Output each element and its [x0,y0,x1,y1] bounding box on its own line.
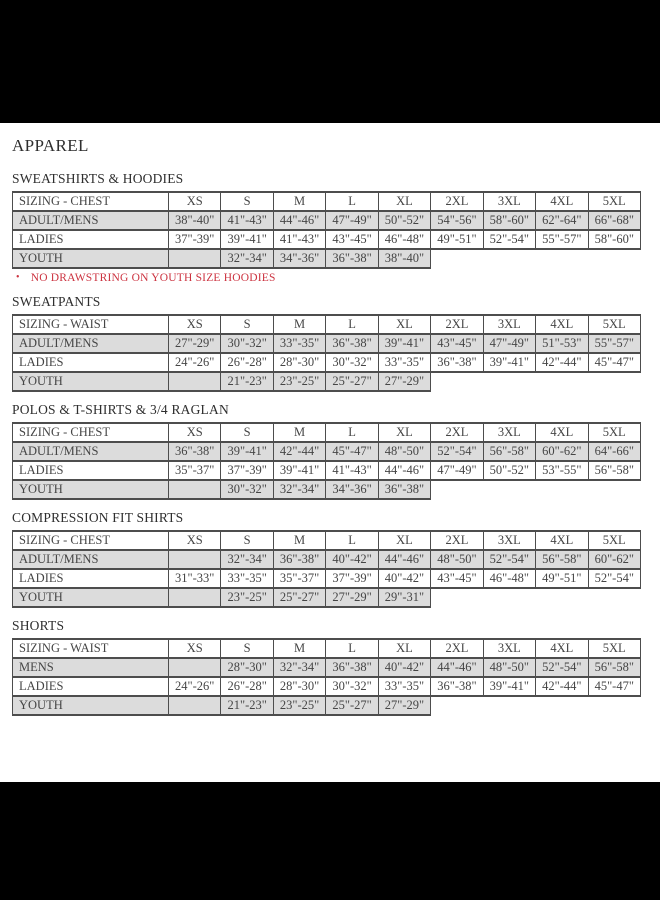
sizing-header-cell: SIZING - CHEST [13,531,169,550]
size-value-cell: 38"-40" [169,211,221,230]
size-value-cell: 43"-45" [431,334,483,353]
size-value-cell: 52"-54" [536,658,588,677]
size-value-cell: 27"-29" [378,696,430,715]
size-value-cell: 55"-57" [536,230,588,249]
size-value-cell: 37"-39" [221,461,273,480]
size-value-cell: 36"-38" [431,677,483,696]
size-value-cell: 49"-51" [536,569,588,588]
size-value-cell: 54"-56" [431,211,483,230]
size-value-cell: 47"-49" [483,334,535,353]
size-value-cell: 26"-28" [221,353,273,372]
size-value-cell: 30"-32" [221,480,273,499]
size-value-cell: 33"-35" [378,353,430,372]
size-value-cell: 33"-35" [378,677,430,696]
size-value-cell: 50"-52" [378,211,430,230]
row-label-cell: YOUTH [13,480,169,499]
size-value-cell: 28"-30" [273,677,325,696]
size-header-cell: 4XL [536,531,588,550]
size-value-cell: 33"-35" [221,569,273,588]
size-header-cell: S [221,639,273,658]
size-value-cell: 58"-60" [483,211,535,230]
row-label-cell: LADIES [13,353,169,372]
size-header-cell: XS [169,531,221,550]
row-label-cell: ADULT/MENS [13,334,169,353]
size-value-cell: 66"-68" [588,211,641,230]
size-value-cell: 64"-66" [588,442,641,461]
size-value-cell: 28"-30" [273,353,325,372]
size-value-cell: 39"-41" [221,442,273,461]
size-header-cell: XL [378,639,430,658]
size-value-cell: 45"-47" [588,677,641,696]
size-value-cell: 60"-62" [536,442,588,461]
size-header-cell: XL [378,315,430,334]
size-value-cell: 53"-55" [536,461,588,480]
size-value-cell: 40"-42" [378,569,430,588]
size-header-cell: XL [378,423,430,442]
size-value-cell: 40"-42" [378,658,430,677]
size-section [12,171,660,284]
size-value-cell: 21"-23" [221,372,273,391]
size-value-cell: 27"-29" [326,588,378,607]
size-value-cell: 47"-49" [326,211,378,230]
section-heading: SHORTS [12,618,65,633]
size-value-cell: 30"-32" [326,677,378,696]
size-value-cell [169,588,221,607]
size-value-cell: 23"-25" [273,372,325,391]
size-header-cell: 5XL [588,639,641,658]
size-value-cell [169,696,221,715]
size-value-cell: 25"-27" [273,588,325,607]
size-header-cell: L [326,639,378,658]
size-value-cell [169,480,221,499]
size-value-cell: 52"-54" [483,550,535,569]
size-value-cell: 47"-49" [431,461,483,480]
size-value-cell: 38"-40" [378,249,430,268]
size-value-cell: 56"-58" [588,461,641,480]
size-value-cell: 30"-32" [326,353,378,372]
size-value-cell: 44"-46" [378,461,430,480]
size-header-cell: 5XL [588,315,641,334]
size-value-cell: 40"-42" [326,550,378,569]
size-header-cell: 5XL [588,531,641,550]
size-value-cell: 49"-51" [431,230,483,249]
size-header-cell: 4XL [536,639,588,658]
row-label-cell: ADULT/MENS [13,211,169,230]
size-header-cell: 4XL [536,192,588,211]
size-value-cell: 29"-31" [378,588,430,607]
size-value-cell: 46"-48" [483,569,535,588]
size-header-cell: S [221,192,273,211]
table-row [13,249,641,268]
size-value-cell: 36"-38" [431,353,483,372]
size-value-cell: 24"-26" [169,677,221,696]
size-value-cell: 23"-25" [273,696,325,715]
size-value-cell: 52"-54" [483,230,535,249]
size-value-cell: 23"-25" [221,588,273,607]
size-value-cell: 27"-29" [169,334,221,353]
size-value-cell: 44"-46" [273,211,325,230]
size-value-cell: 55"-57" [588,334,641,353]
size-header-cell: XL [378,531,430,550]
size-value-cell: 37"-39" [169,230,221,249]
size-header-cell: S [221,423,273,442]
size-value-cell: 46"-48" [378,230,430,249]
size-value-cell: 36"-38" [273,550,325,569]
size-value-cell: 42"-44" [536,677,588,696]
page-title: APPAREL [12,136,89,155]
size-header-cell: XS [169,192,221,211]
table-header-row [13,531,641,550]
size-value-cell [169,372,221,391]
size-header-cell: 2XL [431,315,483,334]
size-value-cell: 62"-64" [536,211,588,230]
size-value-cell: 39"-41" [378,334,430,353]
table-header-row [13,192,641,211]
size-value-cell: 21"-23" [221,696,273,715]
size-header-cell: 2XL [431,639,483,658]
table-row [13,588,641,607]
row-label-cell: YOUTH [13,696,169,715]
section-heading: COMPRESSION FIT SHIRTS [12,510,184,525]
size-value-cell: 60"-62" [588,550,641,569]
size-value-cell: 32"-34" [221,249,273,268]
size-value-cell: 30"-32" [221,334,273,353]
size-table [12,422,641,500]
size-header-cell: 5XL [588,423,641,442]
size-value-cell: 27"-29" [378,372,430,391]
size-value-cell [169,550,221,569]
size-value-cell: 37"-39" [326,569,378,588]
size-header-cell: 2XL [431,192,483,211]
size-value-cell [169,658,221,677]
size-header-cell: XS [169,315,221,334]
table-row [13,230,641,249]
table-note [16,272,660,284]
row-label-cell: YOUTH [13,249,169,268]
note-text: NO DRAWSTRING ON YOUTH SIZE HOODIES [30,272,276,284]
size-header-cell: 3XL [483,531,535,550]
row-label-cell: LADIES [13,569,169,588]
size-header-cell: 3XL [483,315,535,334]
table-row [13,442,641,461]
size-value-cell: 39"-41" [483,677,535,696]
size-value-cell: 41"-43" [221,211,273,230]
size-section [12,294,660,392]
sizing-header-cell: SIZING - WAIST [13,639,169,658]
size-value-cell: 48"-50" [483,658,535,677]
size-value-cell: 42"-44" [273,442,325,461]
size-table [12,191,641,269]
row-label-cell: LADIES [13,461,169,480]
size-value-cell: 56"-58" [588,658,641,677]
size-header-cell: 5XL [588,192,641,211]
size-value-cell: 41"-43" [273,230,325,249]
size-header-cell: XS [169,639,221,658]
size-value-cell: 52"-54" [588,569,641,588]
top-banner [0,0,660,123]
size-header-cell: L [326,531,378,550]
size-value-cell: 41"-43" [326,461,378,480]
size-header-cell: L [326,315,378,334]
row-label-cell: LADIES [13,677,169,696]
size-header-cell: M [273,639,325,658]
size-header-cell: 2XL [431,423,483,442]
size-value-cell: 44"-46" [378,550,430,569]
row-label-cell: ADULT/MENS [13,442,169,461]
row-label-cell: YOUTH [13,372,169,391]
size-section [12,402,660,500]
size-header-cell: 4XL [536,315,588,334]
size-header-cell: M [273,531,325,550]
size-header-cell: L [326,192,378,211]
size-section [12,510,660,608]
size-value-cell: 36"-38" [326,334,378,353]
size-header-cell: M [273,423,325,442]
sizing-header-cell: SIZING - WAIST [13,315,169,334]
size-value-cell: 25"-27" [326,696,378,715]
size-value-cell: 32"-34" [273,658,325,677]
table-row [13,211,641,230]
size-header-cell: 3XL [483,192,535,211]
size-table [12,530,641,608]
size-header-cell: 2XL [431,531,483,550]
table-header-row [13,639,641,658]
size-value-cell: 48"-50" [431,550,483,569]
row-label-cell: MENS [13,658,169,677]
size-value-cell: 35"-37" [273,569,325,588]
sizing-header-cell: SIZING - CHEST [13,423,169,442]
size-value-cell: 39"-41" [273,461,325,480]
size-header-cell: L [326,423,378,442]
size-sections-container [12,171,660,716]
size-header-cell: S [221,315,273,334]
size-value-cell: 43"-45" [326,230,378,249]
size-value-cell: 51"-53" [536,334,588,353]
table-row [13,550,641,569]
size-value-cell: 56"-58" [483,442,535,461]
section-heading: SWEATPANTS [12,294,101,309]
size-value-cell: 36"-38" [378,480,430,499]
size-value-cell: 39"-41" [221,230,273,249]
size-value-cell: 45"-47" [588,353,641,372]
size-value-cell: 50"-52" [483,461,535,480]
size-table [12,314,641,392]
table-row [13,677,641,696]
row-label-cell: YOUTH [13,588,169,607]
table-row [13,696,641,715]
bottom-banner [0,782,660,900]
size-value-cell: 26"-28" [221,677,273,696]
table-header-row [13,315,641,334]
size-value-cell: 24"-26" [169,353,221,372]
size-value-cell: 36"-38" [326,249,378,268]
size-header-cell: M [273,192,325,211]
table-row [13,334,641,353]
size-value-cell [169,249,221,268]
size-header-cell: XS [169,423,221,442]
size-value-cell: 33"-35" [273,334,325,353]
section-heading: POLOS & T-SHIRTS & 3/4 RAGLAN [12,402,229,417]
size-value-cell: 36"-38" [326,658,378,677]
sizing-header-cell: SIZING - CHEST [13,192,169,211]
size-table [12,638,641,716]
size-header-cell: M [273,315,325,334]
size-value-cell: 35"-37" [169,461,221,480]
size-value-cell: 36"-38" [169,442,221,461]
size-section [12,618,660,716]
row-label-cell: LADIES [13,230,169,249]
size-header-cell: 3XL [483,639,535,658]
section-heading: SWEATSHIRTS & HOODIES [12,171,184,186]
table-row [13,461,641,480]
row-label-cell: ADULT/MENS [13,550,169,569]
size-value-cell: 25"-27" [326,372,378,391]
table-row [13,658,641,677]
size-value-cell: 31"-33" [169,569,221,588]
size-header-cell: 4XL [536,423,588,442]
size-value-cell: 56"-58" [536,550,588,569]
size-value-cell: 32"-34" [221,550,273,569]
bullet-icon: • [16,272,20,283]
size-value-cell: 48"-50" [378,442,430,461]
size-header-cell: S [221,531,273,550]
size-value-cell: 28"-30" [221,658,273,677]
table-row [13,569,641,588]
size-value-cell: 42"-44" [536,353,588,372]
size-header-cell: XL [378,192,430,211]
size-value-cell: 44"-46" [431,658,483,677]
size-value-cell: 39"-41" [483,353,535,372]
size-value-cell: 32"-34" [273,480,325,499]
size-value-cell: 34"-36" [273,249,325,268]
size-value-cell: 43"-45" [431,569,483,588]
table-header-row [13,423,641,442]
table-row [13,480,641,499]
size-value-cell: 45"-47" [326,442,378,461]
size-value-cell: 58"-60" [588,230,641,249]
size-value-cell: 52"-54" [431,442,483,461]
apparel-content [0,123,660,716]
size-value-cell: 34"-36" [326,480,378,499]
table-row [13,353,641,372]
size-header-cell: 3XL [483,423,535,442]
table-row [13,372,641,391]
